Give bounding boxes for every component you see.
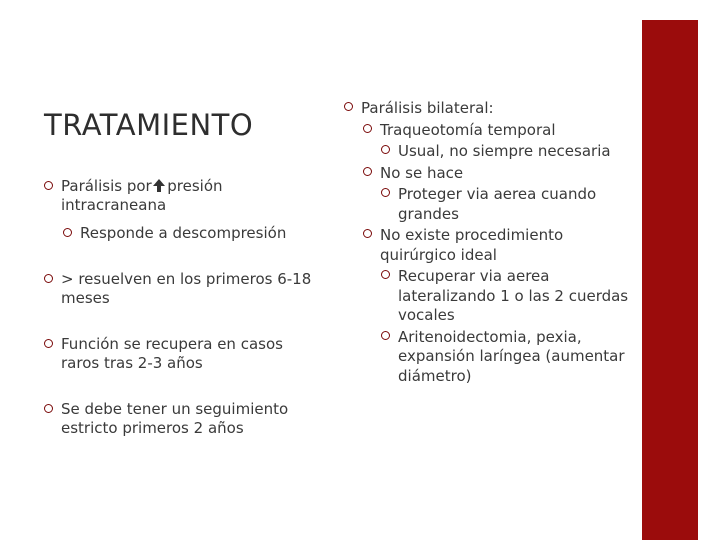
item-text: Parálisis bilateral: [361,99,494,117]
bullet-icon [381,145,390,154]
bullet-icon [44,404,53,413]
right-column [344,99,634,386]
slide-title: TRATAMIENTO [44,108,254,142]
item-text: No existe procedimiento quirúrgico ideal [380,226,564,264]
list-item [344,99,634,119]
item-text: presión intracraneana [61,177,223,214]
list-item [44,224,324,243]
bullet-icon [344,102,353,111]
bullet-icon [363,167,372,176]
item-text: Usual, no siempre necesaria [398,142,611,160]
bullet-icon [363,229,372,238]
list-item [44,400,324,438]
item-text: Traqueotomía temporal [380,120,556,139]
list-item [344,226,634,265]
item-text: Aritenoidectomia, pexia, expansión laríngea (aumentar diámetro) [398,327,625,385]
item-text: Se debe tener un seguimiento estricto primeros 2 años [61,400,289,437]
bullet-icon [63,228,72,237]
list-item [44,177,324,215]
accent-bar [642,20,698,540]
list-item [344,185,634,224]
list-item [344,164,634,184]
list-item [44,335,324,373]
item-text: > resuelven en los primeros 6-18 meses [61,270,312,307]
bullet-icon [44,339,53,348]
list-item [344,267,634,326]
bullet-icon [44,181,53,190]
item-text: Responde a descompresión [80,224,287,242]
left-column [44,177,324,438]
bullet-icon [44,274,53,283]
bullet-icon [363,124,372,133]
list-item [344,121,634,141]
item-text: Recuperar via aerea lateralizando 1 o las 2 cuerdas vocales [398,267,629,324]
list-item [344,328,634,387]
list-item [344,142,634,162]
item-text: Proteger via aerea cuando grandes [398,185,597,223]
list-item [44,270,324,308]
bullet-icon [381,270,390,279]
bullet-icon [381,331,390,340]
item-text: Función se recupera en casos raros tras 2-3 años [61,335,283,372]
item-text: Parálisis por [61,177,152,195]
item-text: No se hace [380,163,464,182]
bullet-icon [381,188,390,197]
